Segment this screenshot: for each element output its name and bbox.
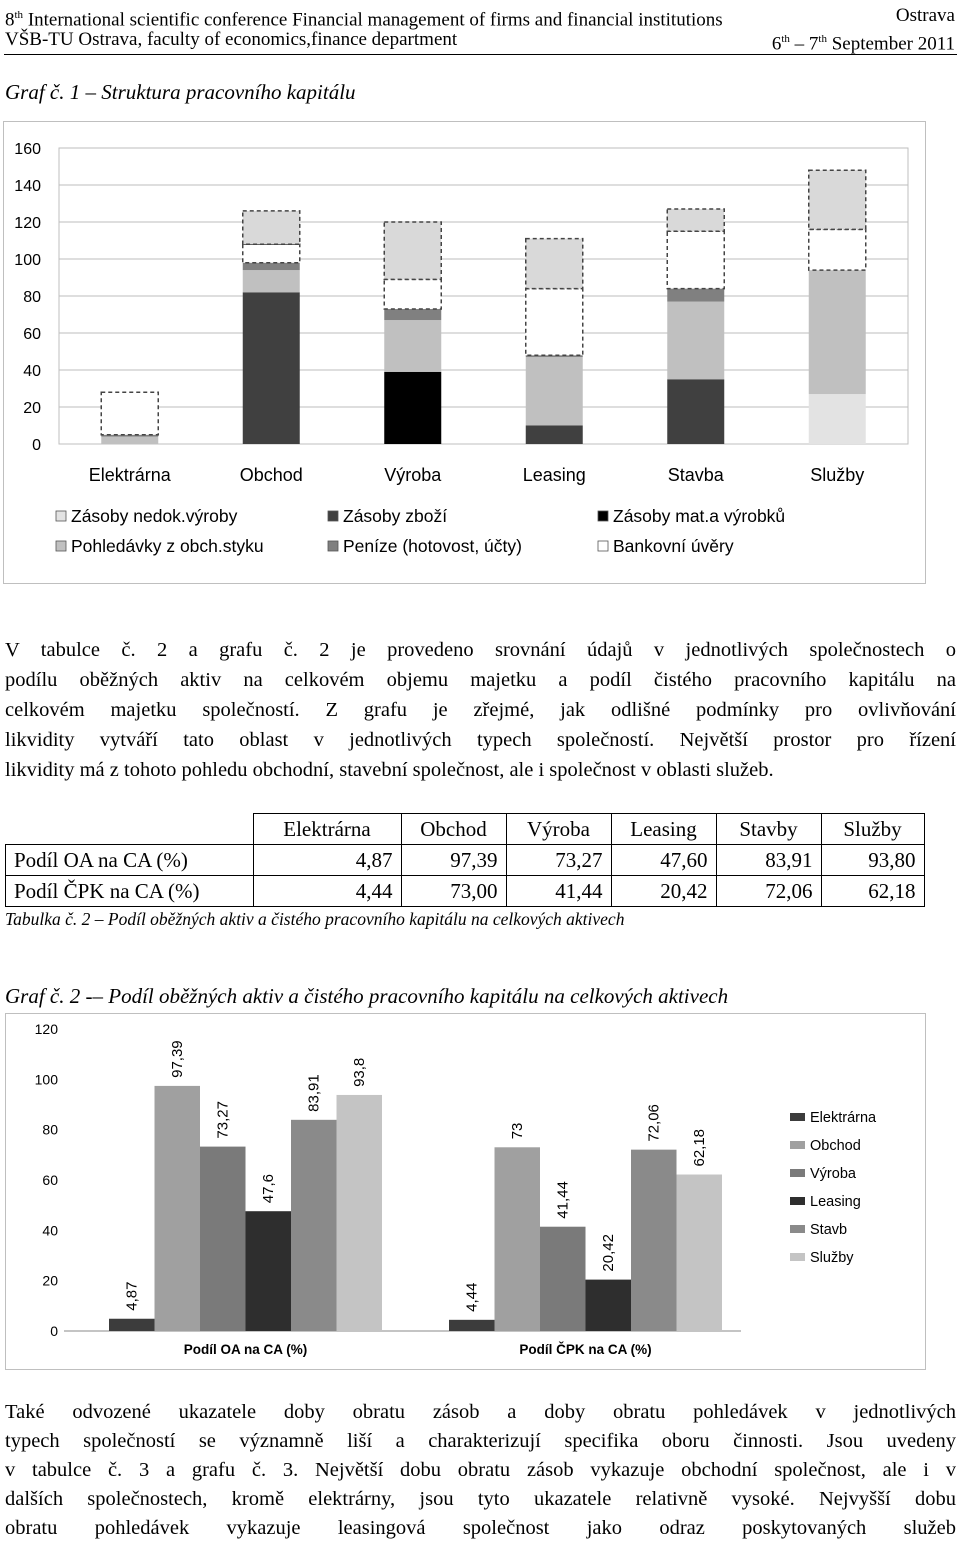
legend-swatch [598, 511, 608, 521]
legend-swatch [790, 1197, 805, 1205]
header-rule [4, 54, 957, 55]
stacked-bar-chart [4, 122, 925, 583]
data-label: 72,06 [645, 1104, 663, 1142]
bar [200, 1147, 246, 1331]
paragraph-line: likvidity má z tohoto pohledu obchodní, stavební společnost, ale i společnost v oblasti služeb. [5, 759, 774, 781]
legend-label: Stavb [810, 1222, 848, 1238]
legend-label: Bankovní úvěry [613, 536, 734, 556]
legend-swatch [790, 1253, 805, 1261]
paragraph-line: dalších společnostech, kromě elektrárny, jsou tyto ukazatele relativně vysoké. Nejvyšší dobu [5, 1488, 956, 1510]
bar-segment [101, 392, 158, 435]
x-tick-label: Leasing [522, 465, 586, 485]
y-tick-label: 140 [14, 178, 41, 195]
x-tick-label: Výroba [384, 465, 442, 485]
bar-segment [667, 289, 724, 302]
data-label: 83,91 [305, 1074, 323, 1112]
bar [677, 1175, 723, 1331]
bar-segment [243, 211, 300, 244]
data-label: 73 [509, 1122, 527, 1140]
data-label: 93,8 [351, 1057, 369, 1087]
paragraph-line: podílu oběžných aktiv na celkovém objemu majetku a podíl čistého pracovního kapitálu na [5, 669, 956, 691]
table-2 [5, 813, 925, 907]
legend-swatch [56, 541, 66, 551]
table-cell: 4,87 [253, 845, 401, 876]
table-cell: 97,39 [401, 845, 506, 876]
data-label: 73,27 [214, 1101, 232, 1139]
table-cell: 72,06 [716, 876, 821, 907]
legend-swatch [790, 1225, 805, 1233]
x-tick-label: Podíl OA na CA (%) [183, 1342, 308, 1357]
data-label: 47,6 [260, 1174, 278, 1204]
legend-label: Peníze (hotovost, účty) [343, 536, 522, 556]
paragraph-line: obratu pohledávek vykazuje leasingová společnost jako odraz poskytovaných služeb [5, 1517, 956, 1539]
bar-segment [243, 292, 300, 444]
table-cell: 73,00 [401, 876, 506, 907]
data-label: 41,44 [554, 1181, 572, 1219]
bar-segment [667, 379, 724, 444]
bar [449, 1320, 495, 1331]
paragraph-line: celkovém majetku společností. Z grafu je zřejmé, jak odlišné podmínky pro ovlivňování [5, 699, 956, 721]
bar [495, 1147, 541, 1331]
bar-segment [243, 263, 300, 270]
conference-title: 8th International scientific conference Financial management of firms and financial institutions [5, 9, 723, 31]
grouped-bar-chart [6, 1014, 925, 1369]
y-tick-label: 20 [42, 1272, 58, 1289]
legend-label: Elektrárna [810, 1110, 877, 1126]
table-cell: 47,60 [611, 845, 716, 876]
bar-segment [667, 209, 724, 231]
table-header-cell: Stavby [716, 814, 821, 845]
paragraph-line: typech společností se významně liší a charakterizují specifika oboru činnosti. Jsou uvedeny [5, 1430, 956, 1452]
legend-swatch [328, 541, 338, 551]
legend-swatch [790, 1113, 805, 1121]
bar-segment [526, 426, 583, 445]
table-row [6, 845, 925, 876]
bar-segment [809, 229, 866, 270]
table-header-cell: Leasing [611, 814, 716, 845]
data-label: 20,42 [600, 1234, 618, 1272]
bar [586, 1280, 632, 1331]
bar [337, 1095, 383, 1331]
y-tick-label: 80 [42, 1121, 58, 1138]
bar [155, 1086, 201, 1331]
paragraph-2 [5, 1398, 956, 1543]
graph1-caption: Graf č. 1 – Struktura pracovního kapitálu [5, 80, 356, 104]
table-cell: 20,42 [611, 876, 716, 907]
legend-swatch [598, 541, 608, 551]
bar [540, 1227, 586, 1331]
bar [246, 1211, 292, 1331]
bar [631, 1150, 677, 1331]
legend-swatch [56, 511, 66, 521]
data-label: 4,87 [123, 1281, 141, 1311]
bar-segment [243, 244, 300, 263]
data-label: 4,44 [463, 1282, 481, 1312]
y-tick-label: 0 [50, 1323, 58, 1339]
x-tick-label: Obchod [239, 465, 303, 485]
table-header-cell: Výroba [506, 814, 611, 845]
y-tick-label: 40 [23, 363, 41, 380]
legend-label: Pohledávky z obch.styku [71, 536, 264, 556]
graph2-chart [5, 1013, 926, 1370]
table-cell: 41,44 [506, 876, 611, 907]
y-tick-label: 40 [42, 1222, 58, 1239]
legend-swatch [790, 1141, 805, 1149]
bar-segment [809, 270, 866, 394]
x-tick-label: Elektrárna [88, 465, 171, 485]
bar [109, 1319, 155, 1331]
bar-segment [526, 239, 583, 289]
table-cell: 73,27 [506, 845, 611, 876]
paragraph-line: V tabulce č. 2 a grafu č. 2 je provedeno srovnání údajů v jednotlivých společnostech o [5, 639, 956, 661]
x-tick-label: Stavba [667, 465, 724, 485]
paragraph-line: likvidity vytváří tato oblast v jednotlivých typech společností. Největší prostor pro řízení [5, 729, 956, 751]
legend-label: Zásoby mat.a výrobků [613, 506, 786, 526]
legend-label: Zásoby zboží [343, 506, 448, 526]
legend-label: Služby [810, 1250, 854, 1266]
y-tick-label: 20 [23, 400, 41, 417]
y-tick-label: 120 [34, 1021, 58, 1037]
table-cell: 93,80 [821, 845, 924, 876]
paragraph-line: Také odvozené ukazatele doby obratu zásob a doby obratu pohledávek v jednotlivých [5, 1401, 956, 1423]
bar-segment [526, 357, 583, 425]
legend-swatch [790, 1169, 805, 1177]
table-header-cell: Obchod [401, 814, 506, 845]
bar-segment [384, 279, 441, 309]
table-cell: 4,44 [253, 876, 401, 907]
bar-segment [243, 270, 300, 292]
bar-segment [667, 302, 724, 380]
y-tick-label: 160 [14, 141, 41, 158]
data-label: 62,18 [691, 1128, 709, 1167]
table-header-cell: Služby [821, 814, 924, 845]
legend-label: Výroba [810, 1166, 856, 1182]
graph1-chart [3, 121, 926, 584]
table-row-label: Podíl ČPK na CA (%) [6, 876, 254, 907]
conference-city: Ostrava [895, 5, 955, 26]
y-tick-label: 100 [14, 252, 41, 269]
paragraph-1 [5, 635, 956, 785]
table2-caption: Tabulka č. 2 – Podíl oběžných aktiv a čistého pracovního kapitálu na celkových aktivech [5, 909, 625, 929]
graph2-caption: Graf č. 2 -– Podíl oběžných aktiv a čistého pracovního kapitálu na celkových aktivech [5, 984, 729, 1008]
y-tick-label: 60 [23, 326, 41, 343]
bar-segment [384, 309, 441, 320]
bar [291, 1120, 337, 1331]
faculty-name: VŠB-TU Ostrava, faculty of economics,finance department [5, 29, 458, 50]
data-label: 97,39 [169, 1040, 187, 1078]
bar-segment [101, 437, 158, 444]
table-header-cell: Elektrárna [253, 814, 401, 845]
bar-segment [809, 394, 866, 444]
y-tick-label: 100 [34, 1071, 58, 1088]
x-tick-label: Služby [810, 465, 865, 485]
legend-swatch [328, 511, 338, 521]
y-tick-label: 60 [42, 1172, 58, 1188]
table-header-row [6, 814, 925, 845]
bar-segment [526, 355, 583, 357]
bar-segment [526, 289, 583, 356]
x-tick-label: Podíl ČPK na CA (%) [519, 1342, 652, 1357]
conference-date: 6th – 7th September 2011 [771, 33, 955, 55]
bar-segment [667, 231, 724, 288]
legend-label: Zásoby nedok.výroby [71, 506, 238, 526]
y-tick-label: 120 [14, 215, 41, 232]
legend-label: Leasing [810, 1194, 861, 1210]
y-tick-label: 0 [32, 437, 41, 454]
bar-segment [384, 320, 441, 372]
table-cell: 62,18 [821, 876, 924, 907]
table-corner [6, 814, 254, 845]
bar-segment [384, 372, 441, 444]
table-cell: 83,91 [716, 845, 821, 876]
table-row [6, 876, 925, 907]
paragraph-line: v tabulce č. 3 a grafu č. 3. Největší dobu obratu zásob vykazuje obchodní společnost, ale i v [5, 1459, 956, 1481]
bar-segment [384, 222, 441, 279]
legend-label: Obchod [810, 1138, 861, 1154]
table-row-label: Podíl OA na CA (%) [6, 845, 254, 876]
bar-segment [809, 170, 866, 229]
y-tick-label: 80 [23, 289, 41, 306]
